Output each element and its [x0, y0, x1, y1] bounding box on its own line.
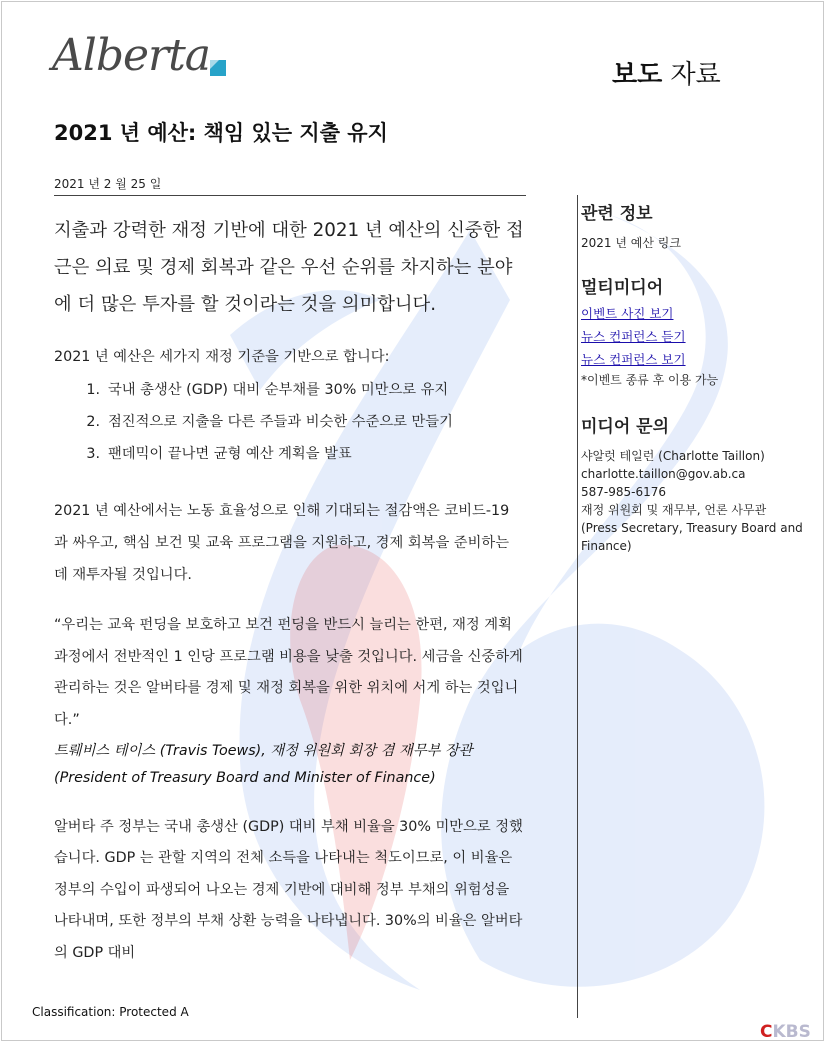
list-text: 국내 총생산 (GDP) 대비 순부채를 30% 미만으로 유지 [108, 382, 449, 398]
news-conference-listen-link[interactable]: 뉴스 컨퍼런스 듣기 [581, 329, 686, 344]
contact-email: charlotte.taillon@gov.ab.ca [581, 467, 746, 481]
header-divider [54, 195, 526, 196]
press-release-label [612, 54, 721, 91]
body-paragraph-3: 알버타 주 정부는 국내 총생산 (GDP) 대비 부채 비율을 30% 미만으로 정했습니다. GDP 는 관할 지역의 전체 소득을 나타내는 척도이므로, 이 비율은 정부의 수입이 파생되어 나오는 경제 기반에 대비해 정부 부채의 위험성을 나타내며, 또한 정부의 부채 상환 능력을 나타냅니다. 30%의 비율은 알버타의 GDP 대비 [54, 819, 523, 961]
list-text: 팬데믹이 끝나면 균형 예산 계획을 발표 [108, 446, 352, 462]
article-title: 2021 년 예산: 책임 있는 지출 유지 [54, 121, 388, 145]
classification-label: Classification: Protected A [32, 1005, 189, 1019]
attribution-name: 트뤠비스 테이스 (Travis Toews), 재정 위원회 회장 겸 재무부 장관 [54, 743, 473, 759]
availability-note: *이벤트 종류 후 이용 가능 [581, 373, 719, 387]
brand-rest: KBS [772, 1022, 811, 1042]
list-number: 1. [86, 382, 100, 398]
contact-department: 재정 위원회 및 재무부, 언론 사무관 [581, 503, 767, 517]
logo-wordmark: Alberta [52, 30, 210, 81]
list-text: 점진적으로 지출을 다른 주들과 비슷한 수준으로 만들기 [108, 414, 453, 430]
brand-letter: C [760, 1022, 773, 1042]
contact-phone: 587-985-6176 [581, 485, 667, 499]
list-number: 3. [86, 446, 100, 462]
media-inquiries-heading: 미디어 문의 [581, 417, 670, 437]
quote-attribution [54, 738, 554, 792]
budget-link-text: 2021 년 예산 링크 [581, 236, 681, 250]
related-info-heading: 관련 정보 [581, 204, 653, 224]
minister-quote: “우리는 교육 펀딩을 보호하고 보건 펀딩을 반드시 늘리는 한편, 재정 계획 과정에서 전반적인 1 인당 프로그램 비용을 낮출 것입니다. 세금을 신중하게 관리하는 것은 알버타를 경제 및 재정 회복을 위한 위치에 서게 하는 것입니다.” [54, 617, 523, 728]
article-date: 2021 년 2 월 25 일 [54, 177, 162, 191]
list-item [54, 410, 524, 442]
list-item [54, 442, 524, 474]
multimedia-heading: 멀티미디어 [581, 278, 664, 298]
attribution-title: (President of Treasury Board and Minister of Finance) [54, 770, 436, 786]
sidebar-divider [577, 195, 578, 1018]
logo-accent-icon [210, 60, 226, 76]
press-release-rest: 자료 [670, 60, 721, 90]
alberta-logo [52, 30, 232, 86]
event-photos-link[interactable]: 이벤트 사진 보기 [581, 306, 674, 321]
contact-department-english: (Press Secretary, Treasury Board and Finance) [581, 521, 803, 553]
lead-paragraph: 지출과 강력한 재정 기반에 대한 2021 년 예산의 신중한 접근은 의료 및 경제 회복과 같은 우선 순위를 차지하는 분야에 더 많은 투자를 할 것이라는 것을 의미합니다. [54, 220, 524, 315]
list-item [54, 378, 524, 410]
press-release-bold: 보도 [612, 60, 663, 90]
contact-name: 샤알럿 테일런 (Charlotte Taillon) [581, 449, 765, 463]
news-conference-watch-link[interactable]: 뉴스 컨퍼런스 보기 [581, 352, 686, 367]
criteria-list [54, 378, 524, 474]
body-paragraph-1: 2021 년 예산은 세가지 재정 기준을 기반으로 합니다: [54, 349, 390, 365]
sidebar [581, 200, 813, 555]
body-paragraph-2: 2021 년 예산에서는 노동 효율성으로 인해 기대되는 절감액은 코비드-19 과 싸우고, 핵심 보건 및 교육 프로그램을 지원하고, 경제 회복을 준비하는 데 재투자될 것입니다. [54, 503, 510, 583]
ckbs-watermark-logo [760, 1022, 811, 1042]
list-number: 2. [86, 414, 100, 430]
